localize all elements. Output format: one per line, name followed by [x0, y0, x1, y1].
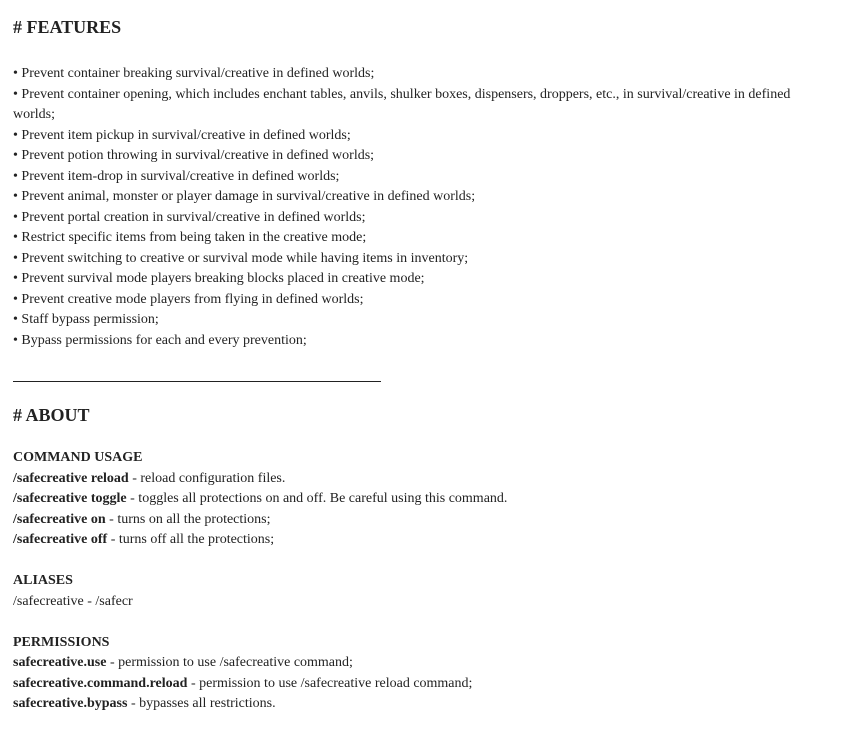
about-heading: # ABOUT — [13, 405, 90, 425]
features-list — [13, 64, 833, 351]
feature-item: • Prevent item-drop in survival/creative in defined worlds; — [13, 168, 340, 184]
feature-item: • Prevent switching to creative or survival mode while having items in inventory; — [13, 250, 469, 266]
permission-description: - permission to use /safecreative command; — [106, 655, 353, 670]
permission-row — [13, 674, 833, 695]
command-row — [13, 489, 833, 510]
command-row — [13, 510, 833, 531]
command-name: /safecreative toggle — [13, 491, 127, 506]
feature-item: • Prevent container breaking survival/creative in defined worlds; — [13, 66, 375, 81]
command-description: - reload configuration files. — [128, 470, 286, 486]
feature-item: • Prevent creative mode players from flying in defined worlds; — [13, 291, 364, 307]
feature-item: • Staff bypass permission; — [13, 312, 159, 327]
permission-node: safecreative.use — [13, 655, 107, 670]
aliases-title: ALIASES — [13, 573, 73, 588]
permissions-section — [13, 633, 833, 715]
command-name: /safecreative off — [13, 532, 108, 547]
features-heading: # FEATURES — [13, 17, 122, 37]
spacer — [13, 551, 833, 572]
horizontal-divider — [13, 381, 381, 382]
permission-description: - bypasses all restrictions. — [127, 696, 276, 711]
command-description: - turns on all the protections; — [105, 511, 271, 527]
feature-item: • Bypass permissions for each and every prevention; — [13, 332, 307, 348]
command-usage-section — [13, 448, 833, 551]
permission-node: safecreative.bypass — [13, 696, 128, 711]
command-description: - turns off all the protections; — [107, 532, 275, 547]
feature-item: • Prevent survival mode players breaking blocks placed in creative mode; — [13, 271, 425, 286]
feature-item: • Prevent container opening, which includes enchant tables, anvils, shulker boxes, dispensers, droppers, etc., in survival/creative in defined worlds; — [13, 86, 791, 122]
feature-item: • Prevent animal, monster or player damage in survival/creative in defined worlds; — [13, 189, 476, 204]
spacer — [13, 612, 833, 633]
permission-row — [13, 694, 833, 715]
feature-item: • Prevent item pickup in survival/creative in defined worlds; — [13, 127, 351, 143]
command-description: - toggles all protections on and off. Be careful using this command. — [126, 491, 508, 506]
feature-item: • Restrict specific items from being taken in the creative mode; — [13, 230, 367, 245]
command-usage-title: COMMAND USAGE — [13, 450, 143, 465]
feature-item: • Prevent portal creation in survival/creative in defined worlds; — [13, 209, 366, 225]
command-name: /safecreative reload — [13, 470, 129, 486]
permission-node: safecreative.command.reload — [13, 675, 188, 691]
aliases-section — [13, 571, 833, 612]
aliases-text: /safecreative - /safecr — [13, 593, 133, 609]
permission-description: - permission to use /safecreative reload command; — [187, 675, 473, 691]
permission-row — [13, 653, 833, 674]
command-name: /safecreative on — [13, 511, 106, 527]
command-row — [13, 469, 833, 490]
command-row — [13, 530, 833, 551]
feature-item: • Prevent potion throwing in survival/creative in defined worlds; — [13, 148, 375, 163]
permissions-title: PERMISSIONS — [13, 634, 110, 650]
